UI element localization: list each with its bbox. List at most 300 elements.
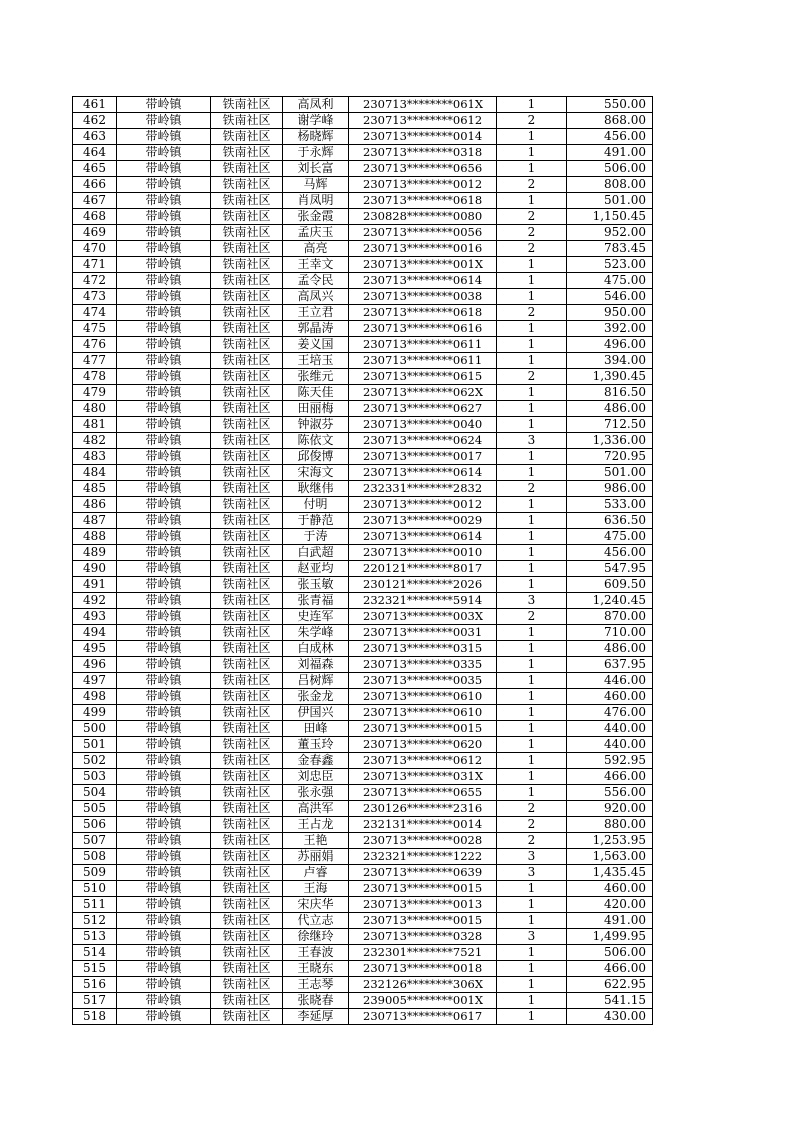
town-cell: 带岭镇 (117, 977, 211, 993)
community-cell: 铁南社区 (211, 897, 283, 913)
name-cell: 付明 (283, 497, 349, 513)
id-number-cell: 230713********0614 (349, 529, 497, 545)
amount-cell: 556.00 (567, 785, 653, 801)
row-number-cell: 473 (73, 289, 117, 305)
town-cell: 带岭镇 (117, 97, 211, 113)
amount-cell: 609.50 (567, 577, 653, 593)
household-count-cell: 1 (497, 705, 567, 721)
name-cell: 金春鑫 (283, 753, 349, 769)
table-row (73, 897, 653, 913)
row-number-cell: 488 (73, 529, 117, 545)
amount-cell: 476.00 (567, 705, 653, 721)
row-number-cell: 467 (73, 193, 117, 209)
town-cell: 带岭镇 (117, 673, 211, 689)
row-number-cell: 481 (73, 417, 117, 433)
household-count-cell: 1 (497, 257, 567, 273)
town-cell: 带岭镇 (117, 481, 211, 497)
id-number-cell: 230713********0610 (349, 689, 497, 705)
town-cell: 带岭镇 (117, 769, 211, 785)
amount-cell: 637.95 (567, 657, 653, 673)
community-cell: 铁南社区 (211, 369, 283, 385)
row-number-cell: 493 (73, 609, 117, 625)
row-number-cell: 509 (73, 865, 117, 881)
amount-cell: 496.00 (567, 337, 653, 353)
household-count-cell: 1 (497, 769, 567, 785)
household-count-cell: 1 (497, 897, 567, 913)
name-cell: 王志琴 (283, 977, 349, 993)
name-cell: 田丽梅 (283, 401, 349, 417)
name-cell: 白成林 (283, 641, 349, 657)
id-number-cell: 230713********0617 (349, 1009, 497, 1025)
town-cell: 带岭镇 (117, 641, 211, 657)
id-number-cell: 230713********003X (349, 609, 497, 625)
household-count-cell: 2 (497, 225, 567, 241)
town-cell: 带岭镇 (117, 241, 211, 257)
amount-cell: 491.00 (567, 913, 653, 929)
row-number-cell: 468 (73, 209, 117, 225)
community-cell: 铁南社区 (211, 913, 283, 929)
id-number-cell: 230713********0056 (349, 225, 497, 241)
town-cell: 带岭镇 (117, 881, 211, 897)
town-cell: 带岭镇 (117, 497, 211, 513)
amount-cell: 541.15 (567, 993, 653, 1009)
table-row (73, 721, 653, 737)
row-number-cell: 501 (73, 737, 117, 753)
town-cell: 带岭镇 (117, 801, 211, 817)
row-number-cell: 494 (73, 625, 117, 641)
name-cell: 张青福 (283, 593, 349, 609)
community-cell: 铁南社区 (211, 785, 283, 801)
name-cell: 王晓东 (283, 961, 349, 977)
household-count-cell: 3 (497, 929, 567, 945)
id-number-cell: 232321********1222 (349, 849, 497, 865)
town-cell: 带岭镇 (117, 273, 211, 289)
amount-cell: 1,336.00 (567, 433, 653, 449)
id-number-cell: 230713********0615 (349, 369, 497, 385)
amount-cell: 870.00 (567, 609, 653, 625)
household-count-cell: 1 (497, 753, 567, 769)
community-cell: 铁南社区 (211, 801, 283, 817)
id-number-cell: 230713********0614 (349, 273, 497, 289)
household-count-cell: 2 (497, 177, 567, 193)
row-number-cell: 462 (73, 113, 117, 129)
table-row (73, 641, 653, 657)
town-cell: 带岭镇 (117, 353, 211, 369)
community-cell: 铁南社区 (211, 625, 283, 641)
household-count-cell: 1 (497, 1009, 567, 1025)
community-cell: 铁南社区 (211, 401, 283, 417)
household-count-cell: 1 (497, 577, 567, 593)
id-number-cell: 230713********0656 (349, 161, 497, 177)
id-number-cell: 230713********0015 (349, 721, 497, 737)
id-number-cell: 232131********0014 (349, 817, 497, 833)
community-cell: 铁南社区 (211, 577, 283, 593)
community-cell: 铁南社区 (211, 433, 283, 449)
community-cell: 铁南社区 (211, 817, 283, 833)
amount-cell: 486.00 (567, 401, 653, 417)
household-count-cell: 2 (497, 801, 567, 817)
id-number-cell: 230713********0010 (349, 545, 497, 561)
household-count-cell: 1 (497, 417, 567, 433)
name-cell: 宋庆华 (283, 897, 349, 913)
id-number-cell: 230713********0655 (349, 785, 497, 801)
amount-cell: 808.00 (567, 177, 653, 193)
id-number-cell: 230713********0335 (349, 657, 497, 673)
household-count-cell: 3 (497, 849, 567, 865)
name-cell: 陈依文 (283, 433, 349, 449)
id-number-cell: 230713********0016 (349, 241, 497, 257)
table-row (73, 945, 653, 961)
community-cell: 铁南社区 (211, 833, 283, 849)
amount-cell: 816.50 (567, 385, 653, 401)
community-cell: 铁南社区 (211, 353, 283, 369)
table-row (73, 97, 653, 113)
id-number-cell: 230713********031X (349, 769, 497, 785)
community-cell: 铁南社区 (211, 337, 283, 353)
table-row (73, 769, 653, 785)
id-number-cell: 230713********0013 (349, 897, 497, 913)
id-number-cell: 230713********0015 (349, 881, 497, 897)
community-cell: 铁南社区 (211, 193, 283, 209)
household-count-cell: 1 (497, 641, 567, 657)
row-number-cell: 517 (73, 993, 117, 1009)
community-cell: 铁南社区 (211, 321, 283, 337)
table-row (73, 609, 653, 625)
id-number-cell: 232331********2832 (349, 481, 497, 497)
household-count-cell: 1 (497, 961, 567, 977)
amount-cell: 446.00 (567, 673, 653, 689)
table-row (73, 785, 653, 801)
household-count-cell: 1 (497, 513, 567, 529)
row-number-cell: 472 (73, 273, 117, 289)
town-cell: 带岭镇 (117, 897, 211, 913)
town-cell: 带岭镇 (117, 433, 211, 449)
row-number-cell: 464 (73, 145, 117, 161)
table-row (73, 961, 653, 977)
name-cell: 谢学峰 (283, 113, 349, 129)
row-number-cell: 510 (73, 881, 117, 897)
table-row (73, 241, 653, 257)
household-count-cell: 1 (497, 321, 567, 337)
amount-cell: 430.00 (567, 1009, 653, 1025)
community-cell: 铁南社区 (211, 177, 283, 193)
community-cell: 铁南社区 (211, 289, 283, 305)
table-row (73, 497, 653, 513)
row-number-cell: 477 (73, 353, 117, 369)
id-number-cell: 230713********0612 (349, 753, 497, 769)
town-cell: 带岭镇 (117, 257, 211, 273)
town-cell: 带岭镇 (117, 657, 211, 673)
household-count-cell: 1 (497, 545, 567, 561)
household-count-cell: 1 (497, 721, 567, 737)
community-cell: 铁南社区 (211, 657, 283, 673)
id-number-cell: 230713********001X (349, 257, 497, 273)
id-number-cell: 220121********8017 (349, 561, 497, 577)
town-cell: 带岭镇 (117, 305, 211, 321)
row-number-cell: 506 (73, 817, 117, 833)
amount-cell: 392.00 (567, 321, 653, 337)
town-cell: 带岭镇 (117, 465, 211, 481)
household-count-cell: 1 (497, 353, 567, 369)
town-cell: 带岭镇 (117, 993, 211, 1009)
amount-cell: 592.95 (567, 753, 653, 769)
table-row (73, 305, 653, 321)
community-cell: 铁南社区 (211, 849, 283, 865)
household-count-cell: 1 (497, 945, 567, 961)
table-row (73, 481, 653, 497)
id-number-cell: 230713********0017 (349, 449, 497, 465)
household-count-cell: 1 (497, 465, 567, 481)
table-row (73, 273, 653, 289)
amount-cell: 710.00 (567, 625, 653, 641)
row-number-cell: 511 (73, 897, 117, 913)
town-cell: 带岭镇 (117, 625, 211, 641)
household-count-cell: 3 (497, 593, 567, 609)
table-row (73, 577, 653, 593)
name-cell: 高凤利 (283, 97, 349, 113)
community-cell: 铁南社区 (211, 721, 283, 737)
amount-cell: 550.00 (567, 97, 653, 113)
amount-cell: 506.00 (567, 161, 653, 177)
row-number-cell: 504 (73, 785, 117, 801)
row-number-cell: 491 (73, 577, 117, 593)
community-cell: 铁南社区 (211, 497, 283, 513)
table-row (73, 737, 653, 753)
name-cell: 徐继玲 (283, 929, 349, 945)
row-number-cell: 508 (73, 849, 117, 865)
table-row (73, 865, 653, 881)
community-cell: 铁南社区 (211, 689, 283, 705)
community-cell: 铁南社区 (211, 945, 283, 961)
town-cell: 带岭镇 (117, 817, 211, 833)
id-number-cell: 232126********306X (349, 977, 497, 993)
table-row (73, 849, 653, 865)
town-cell: 带岭镇 (117, 193, 211, 209)
town-cell: 带岭镇 (117, 833, 211, 849)
row-number-cell: 466 (73, 177, 117, 193)
household-count-cell: 1 (497, 689, 567, 705)
id-number-cell: 230713********0611 (349, 337, 497, 353)
name-cell: 田峰 (283, 721, 349, 737)
community-cell: 铁南社区 (211, 385, 283, 401)
id-number-cell: 230713********0318 (349, 145, 497, 161)
id-number-cell: 230713********0614 (349, 465, 497, 481)
table-row (73, 433, 653, 449)
community-cell: 铁南社区 (211, 753, 283, 769)
name-cell: 钟淑芬 (283, 417, 349, 433)
household-count-cell: 2 (497, 833, 567, 849)
row-number-cell: 515 (73, 961, 117, 977)
amount-cell: 1,563.00 (567, 849, 653, 865)
name-cell: 王立君 (283, 305, 349, 321)
town-cell: 带岭镇 (117, 849, 211, 865)
id-number-cell: 230713********0035 (349, 673, 497, 689)
household-count-cell: 1 (497, 561, 567, 577)
household-count-cell: 1 (497, 913, 567, 929)
town-cell: 带岭镇 (117, 385, 211, 401)
amount-cell: 880.00 (567, 817, 653, 833)
row-number-cell: 482 (73, 433, 117, 449)
name-cell: 白武超 (283, 545, 349, 561)
amount-cell: 546.00 (567, 289, 653, 305)
name-cell: 伊国兴 (283, 705, 349, 721)
town-cell: 带岭镇 (117, 161, 211, 177)
town-cell: 带岭镇 (117, 561, 211, 577)
name-cell: 李延厚 (283, 1009, 349, 1025)
name-cell: 张金霞 (283, 209, 349, 225)
household-count-cell: 1 (497, 193, 567, 209)
row-number-cell: 502 (73, 753, 117, 769)
id-number-cell: 230713********0618 (349, 305, 497, 321)
amount-cell: 501.00 (567, 465, 653, 481)
row-number-cell: 495 (73, 641, 117, 657)
id-number-cell: 230713********0018 (349, 961, 497, 977)
town-cell: 带岭镇 (117, 321, 211, 337)
community-cell: 铁南社区 (211, 113, 283, 129)
row-number-cell: 487 (73, 513, 117, 529)
name-cell: 孟庆玉 (283, 225, 349, 241)
row-number-cell: 476 (73, 337, 117, 353)
table-row (73, 673, 653, 689)
name-cell: 马辉 (283, 177, 349, 193)
name-cell: 刘福森 (283, 657, 349, 673)
name-cell: 于静范 (283, 513, 349, 529)
community-cell: 铁南社区 (211, 417, 283, 433)
table-row (73, 529, 653, 545)
household-count-cell: 2 (497, 113, 567, 129)
name-cell: 张维元 (283, 369, 349, 385)
town-cell: 带岭镇 (117, 209, 211, 225)
id-number-cell: 230713********0616 (349, 321, 497, 337)
town-cell: 带岭镇 (117, 689, 211, 705)
table-row (73, 545, 653, 561)
town-cell: 带岭镇 (117, 1009, 211, 1025)
household-count-cell: 1 (497, 401, 567, 417)
household-count-cell: 1 (497, 497, 567, 513)
community-cell: 铁南社区 (211, 465, 283, 481)
table-row (73, 385, 653, 401)
name-cell: 于涛 (283, 529, 349, 545)
name-cell: 孟令民 (283, 273, 349, 289)
town-cell: 带岭镇 (117, 177, 211, 193)
community-cell: 铁南社区 (211, 305, 283, 321)
table-row (73, 1009, 653, 1025)
town-cell: 带岭镇 (117, 577, 211, 593)
id-number-cell: 230126********2316 (349, 801, 497, 817)
row-number-cell: 475 (73, 321, 117, 337)
table-row (73, 177, 653, 193)
community-cell: 铁南社区 (211, 865, 283, 881)
row-number-cell: 518 (73, 1009, 117, 1025)
town-cell: 带岭镇 (117, 449, 211, 465)
town-cell: 带岭镇 (117, 705, 211, 721)
row-number-cell: 478 (73, 369, 117, 385)
row-number-cell: 503 (73, 769, 117, 785)
town-cell: 带岭镇 (117, 369, 211, 385)
table-row (73, 561, 653, 577)
name-cell: 王培玉 (283, 353, 349, 369)
amount-cell: 440.00 (567, 737, 653, 753)
amount-cell: 523.00 (567, 257, 653, 273)
name-cell: 王占龙 (283, 817, 349, 833)
community-cell: 铁南社区 (211, 449, 283, 465)
table-row (73, 161, 653, 177)
amount-cell: 475.00 (567, 529, 653, 545)
id-number-cell: 230713********0639 (349, 865, 497, 881)
household-count-cell: 3 (497, 865, 567, 881)
household-count-cell: 1 (497, 881, 567, 897)
amount-cell: 456.00 (567, 129, 653, 145)
amount-cell: 456.00 (567, 545, 653, 561)
town-cell: 带岭镇 (117, 961, 211, 977)
community-cell: 铁南社区 (211, 1009, 283, 1025)
table-row (73, 977, 653, 993)
id-number-cell: 230713********0612 (349, 113, 497, 129)
community-cell: 铁南社区 (211, 881, 283, 897)
community-cell: 铁南社区 (211, 225, 283, 241)
household-count-cell: 1 (497, 289, 567, 305)
amount-cell: 394.00 (567, 353, 653, 369)
table-row (73, 113, 653, 129)
name-cell: 宋海文 (283, 465, 349, 481)
community-cell: 铁南社区 (211, 257, 283, 273)
row-number-cell: 512 (73, 913, 117, 929)
household-count-cell: 1 (497, 337, 567, 353)
row-number-cell: 484 (73, 465, 117, 481)
row-number-cell: 513 (73, 929, 117, 945)
row-number-cell: 470 (73, 241, 117, 257)
town-cell: 带岭镇 (117, 737, 211, 753)
community-cell: 铁南社区 (211, 513, 283, 529)
amount-cell: 460.00 (567, 689, 653, 705)
town-cell: 带岭镇 (117, 545, 211, 561)
amount-cell: 475.00 (567, 273, 653, 289)
id-number-cell: 230713********0012 (349, 497, 497, 513)
row-number-cell: 485 (73, 481, 117, 497)
id-number-cell: 230713********0014 (349, 129, 497, 145)
row-number-cell: 505 (73, 801, 117, 817)
household-count-cell: 1 (497, 145, 567, 161)
row-number-cell: 496 (73, 657, 117, 673)
household-count-cell: 2 (497, 369, 567, 385)
community-cell: 铁南社区 (211, 481, 283, 497)
row-number-cell: 500 (73, 721, 117, 737)
community-cell: 铁南社区 (211, 673, 283, 689)
amount-cell: 466.00 (567, 961, 653, 977)
amount-cell: 501.00 (567, 193, 653, 209)
household-count-cell: 1 (497, 785, 567, 801)
name-cell: 吕树辉 (283, 673, 349, 689)
town-cell: 带岭镇 (117, 513, 211, 529)
name-cell: 陈天佳 (283, 385, 349, 401)
community-cell: 铁南社区 (211, 993, 283, 1009)
amount-cell: 466.00 (567, 769, 653, 785)
name-cell: 代立志 (283, 913, 349, 929)
name-cell: 刘长富 (283, 161, 349, 177)
name-cell: 王艳 (283, 833, 349, 849)
town-cell: 带岭镇 (117, 721, 211, 737)
row-number-cell: 507 (73, 833, 117, 849)
id-number-cell: 230713********0624 (349, 433, 497, 449)
community-cell: 铁南社区 (211, 145, 283, 161)
household-count-cell: 1 (497, 977, 567, 993)
community-cell: 铁南社区 (211, 609, 283, 625)
id-number-cell: 230713********0031 (349, 625, 497, 641)
row-number-cell: 498 (73, 689, 117, 705)
community-cell: 铁南社区 (211, 977, 283, 993)
town-cell: 带岭镇 (117, 529, 211, 545)
table-row (73, 417, 653, 433)
